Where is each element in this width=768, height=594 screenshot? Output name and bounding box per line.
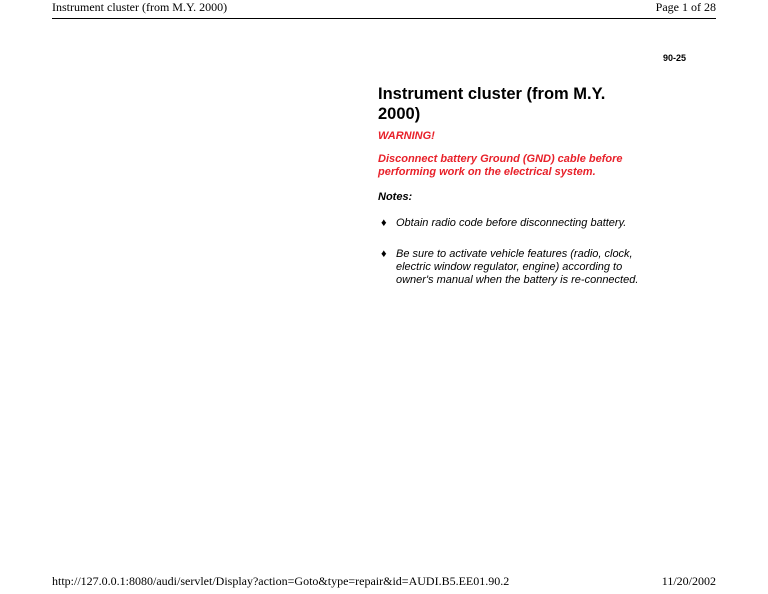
note-text: Be sure to activate vehicle features (radio, clock, electric window regulator, engine) according to owner's manual when the battery is re-connected. <box>396 248 639 286</box>
page-title: Instrument cluster (from M.Y. 2000) <box>378 85 606 123</box>
header-title: Instrument cluster (from M.Y. 2000) <box>52 0 228 14</box>
note-item <box>378 217 648 230</box>
warning-text: Disconnect battery Ground (GND) cable before performing work on the electrical system. <box>378 153 623 178</box>
diamond-bullet-icon: ♦ <box>381 217 387 229</box>
diamond-bullet-icon: ♦ <box>381 248 387 260</box>
note-text: Obtain radio code before disconnecting battery. <box>396 217 627 229</box>
header-divider <box>52 18 716 19</box>
page-code: 90-25 <box>662 53 686 63</box>
note-item <box>378 248 648 287</box>
warning-label: WARNING! <box>378 130 435 142</box>
header-page-number: Page 1 of 28 <box>655 0 716 14</box>
notes-label: Notes: <box>378 191 413 203</box>
main-content <box>378 84 648 305</box>
footer-url: http://127.0.0.1:8080/audi/servlet/Display?action=Goto&type=repair&id=AUDI.B5.EE01.90.2 <box>52 574 510 588</box>
footer-date: 11/20/2002 <box>661 574 716 588</box>
